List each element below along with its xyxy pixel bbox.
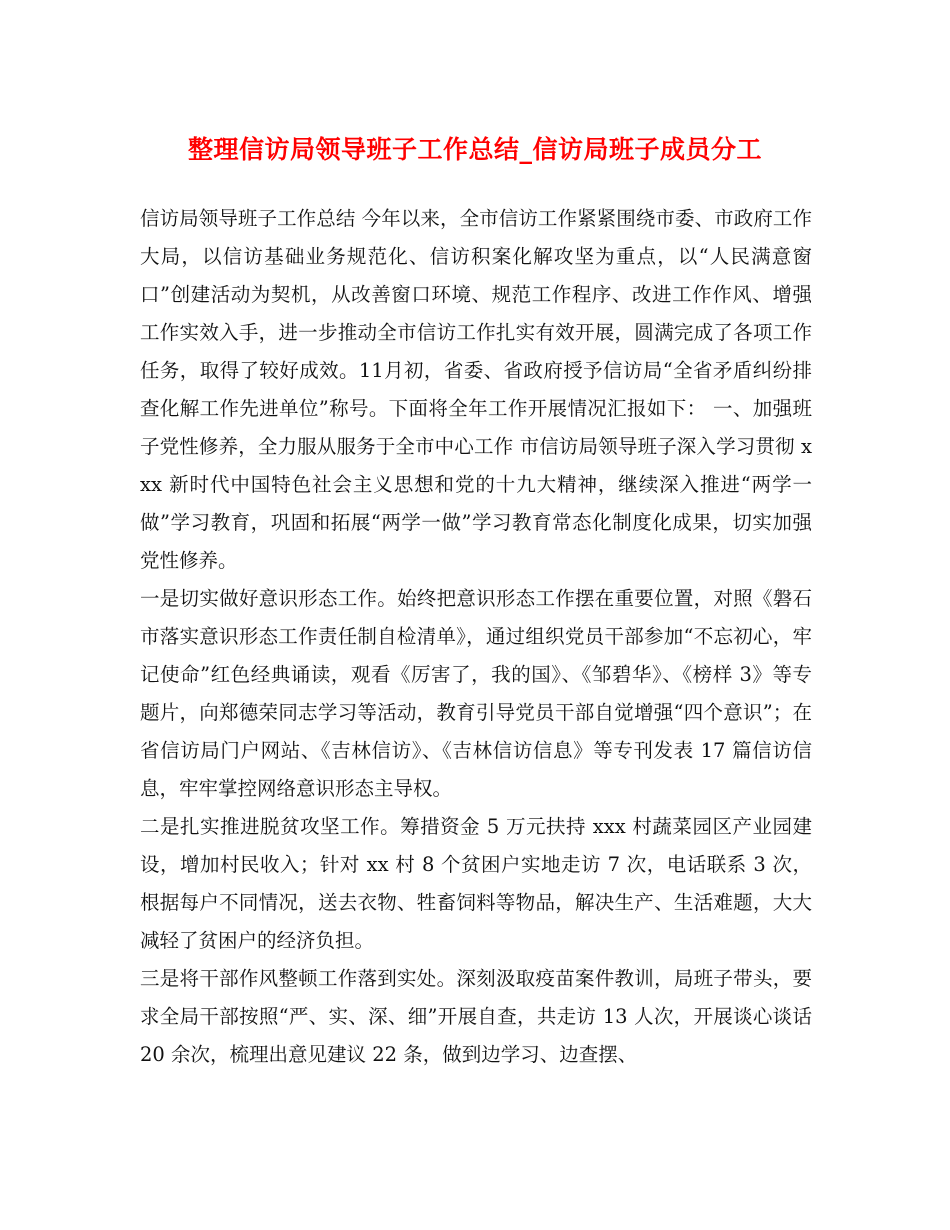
- document-title: 整理信访局领导班子工作总结_信访局班子成员分工: [187, 135, 762, 164]
- paragraph-ideology: 一是切实做好意识形态工作。始终把意识形态工作摆在重要位置，对照《磐石市落实意识形态工作责任制自检清单》，通过组织党员干部参加“不忘初心，牢记使命”红色经典诵读，观看《厉害了，我的国》、《邹碧华》、《榜样 3》等专题片，向郑德荣同志学习等活动，教育引导党员干部自觉增强“四个意识”；在省信访局门户网站、《吉林信访》、《吉林信访信息》等专刊发表 17 篇信访信息，牢牢掌控网络意识形态主导权。: [140, 587, 812, 800]
- document-body: [140, 200, 812, 1074]
- paragraph-conduct: 三是将干部作风整顿工作落到实处。深刻汲取疫苗案件教训，局班子带头，要求全局干部按照“严、实、深、细”开展自查，共走访 13 人次，开展谈心谈话 20 余次，梳理出意见建议 22 条，做到边学习、边查摆、: [140, 967, 812, 1066]
- paragraph-intro: 信访局领导班子工作总结 今年以来，全市信访工作紧紧围绕市委、市政府工作大局，以信访基础业务规范化、信访积案化解攻坚为重点，以“人民满意窗口”创建活动为契机，从改善窗口环境、规范工作程序、改进工作作风、增强工作实效入手，进一步推动全市信访工作扎实有效开展，圆满完成了各项工作任务，取得了较好成效。11月初，省委、省政府授予信访局“全省矛盾纠纷排查化解工作先进单位”称号。下面将全年工作开展情况汇报如下： 一、加强班子党性修养，全力服从服务于全市中心工作 市信访局领导班子深入学习贯彻 xxx 新时代中国特色社会主义思想和党的十九大精神，继续深入推进“两学一做”学习教育，巩固和拓展“两学一做”学习教育常态化制度化成果，切实加强党性修养。: [140, 207, 812, 572]
- paragraph-poverty: 二是扎实推进脱贫攻坚工作。筹措资金 5 万元扶持 xxx 村蔬菜园区产业园建设，增加村民收入；针对 xx 村 8 个贫困户实地走访 7 次，电话联系 3 次，根据每户不同情况，送去衣物、牲畜饲料等物品，解决生产、生活难题，大大减轻了贫困户的经济负担。: [140, 815, 812, 952]
